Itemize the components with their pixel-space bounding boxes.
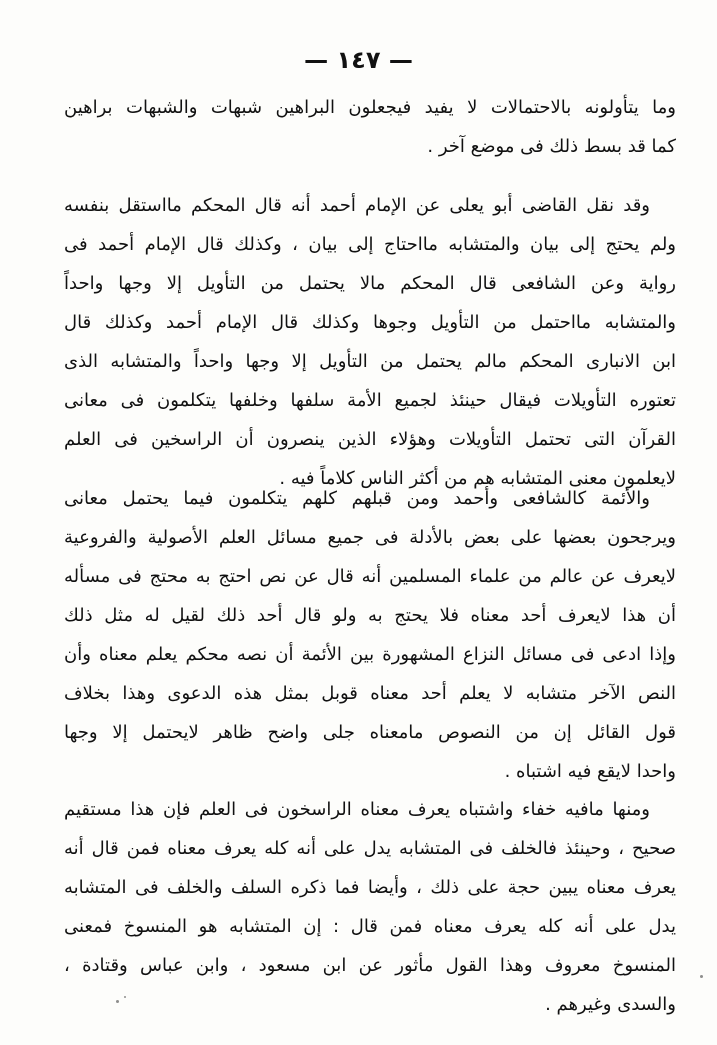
paragraph-4 <box>64 790 676 1024</box>
text-line: صحيح ، وحينئذ فالخلف فى المتشابه يدل على أنه كله يعرف معناه فمن قال أنه <box>64 838 676 859</box>
paragraph-2 <box>64 186 676 498</box>
text-line: والأئمة كالشافعى وأحمد ومن قبلهم كلهم يتكلمون فيما يحتمل معانى <box>64 488 650 509</box>
text-line: وما يتأولونه بالاحتمالات لا يفيد فيجعلون البراهين شبهات والشبهات براهين <box>64 97 676 118</box>
text-line: واحدا لايقع فيه اشتباه . <box>504 761 676 782</box>
text-line: لايعلمون معنى المتشابه هم من أكثر الناس كلاماً فيه . <box>279 468 676 489</box>
text-line: أن هذا لايعرف أحد معناه فلا يحتج به ولو قال أحد ذلك لقيل له مثل ذلك <box>64 605 676 626</box>
text-line: المنسوخ معروف وهذا القول مأثور عن ابن مسعود ، وابن عباس وقتادة ، <box>64 955 676 976</box>
text-line: تعتوره التأويلات فيقال حينئذ لجميع الأمة سلفها وخلفها يتكلمون فى معانى <box>64 390 676 411</box>
text-line: وإذا ادعى فى مسائل النزاع المشهورة بين الأئمة أن نصه محكم يعلم معناه وأن <box>64 644 676 665</box>
text-line: ولم يحتج إلى بيان والمتشابه مااحتاج إلى بيان ، وكذلك قال الإمام أحمد فى <box>64 234 676 255</box>
text-line: يعرف معناه يبين حجة على ذلك ، وأيضا فما ذكره السلف والخلف فى المتشابه <box>64 877 676 898</box>
paragraph-1 <box>64 88 676 166</box>
paragraph-3 <box>64 479 676 791</box>
text-line: يدل على أنه كله يعرف معناه فمن قال : إن المتشابه هو المنسوخ فمعنى <box>64 916 676 937</box>
text-line: وقد نقل القاضى أبو يعلى عن الإمام أحمد أنه قال المحكم مااستقل بنفسه <box>64 195 650 216</box>
text-line: كما قد بسط ذلك فى موضع آخر . <box>427 136 676 157</box>
text-line: ابن الانبارى المحكم مالم يحتمل من التأويل إلا وجها واحداً والمتشابه الذى <box>64 351 676 372</box>
text-line: لايعرف عن عالم من علماء المسلمين أنه قال عن نص احتج به محتج فى مسأله <box>64 566 676 587</box>
text-line: النص الآخر متشابه لا يعلم أحد معناه قوبل بمثل هذه الدعوى وهذا بخلاف <box>64 683 676 704</box>
text-line: ويرجحون بعضها على بعض بالأدلة فى جميع مسائل العلم الأصولية والفروعية <box>64 527 676 548</box>
page-number: — ١٤٧ — <box>304 46 413 74</box>
text-line: رواية وعن الشافعى قال المحكم مالا يحتمل من التأويل إلا وجها واحداً <box>64 273 676 294</box>
text-line: قول القائل إن من النصوص مامعناه جلى واضح ظاهر لايحتمل إلا وجها <box>64 722 676 743</box>
scan-speck <box>116 1000 119 1003</box>
text-line: والسدى وغيرهم . <box>545 994 676 1015</box>
scan-speck <box>700 975 703 978</box>
text-line: ومنها مافيه خفاء واشتباه يعرف معناه الراسخون فى العلم فإن هذا مستقيم <box>64 799 650 820</box>
text-line: والمتشابه مااحتمل من التأويل وجوها وكذلك قال الإمام أحمد وكذلك قال <box>64 312 676 333</box>
scan-speck <box>124 996 126 998</box>
text-line: القرآن التى تحتمل التأويلات وهؤلاء الذين ينصرون أن الراسخين فى العلم <box>64 429 676 450</box>
